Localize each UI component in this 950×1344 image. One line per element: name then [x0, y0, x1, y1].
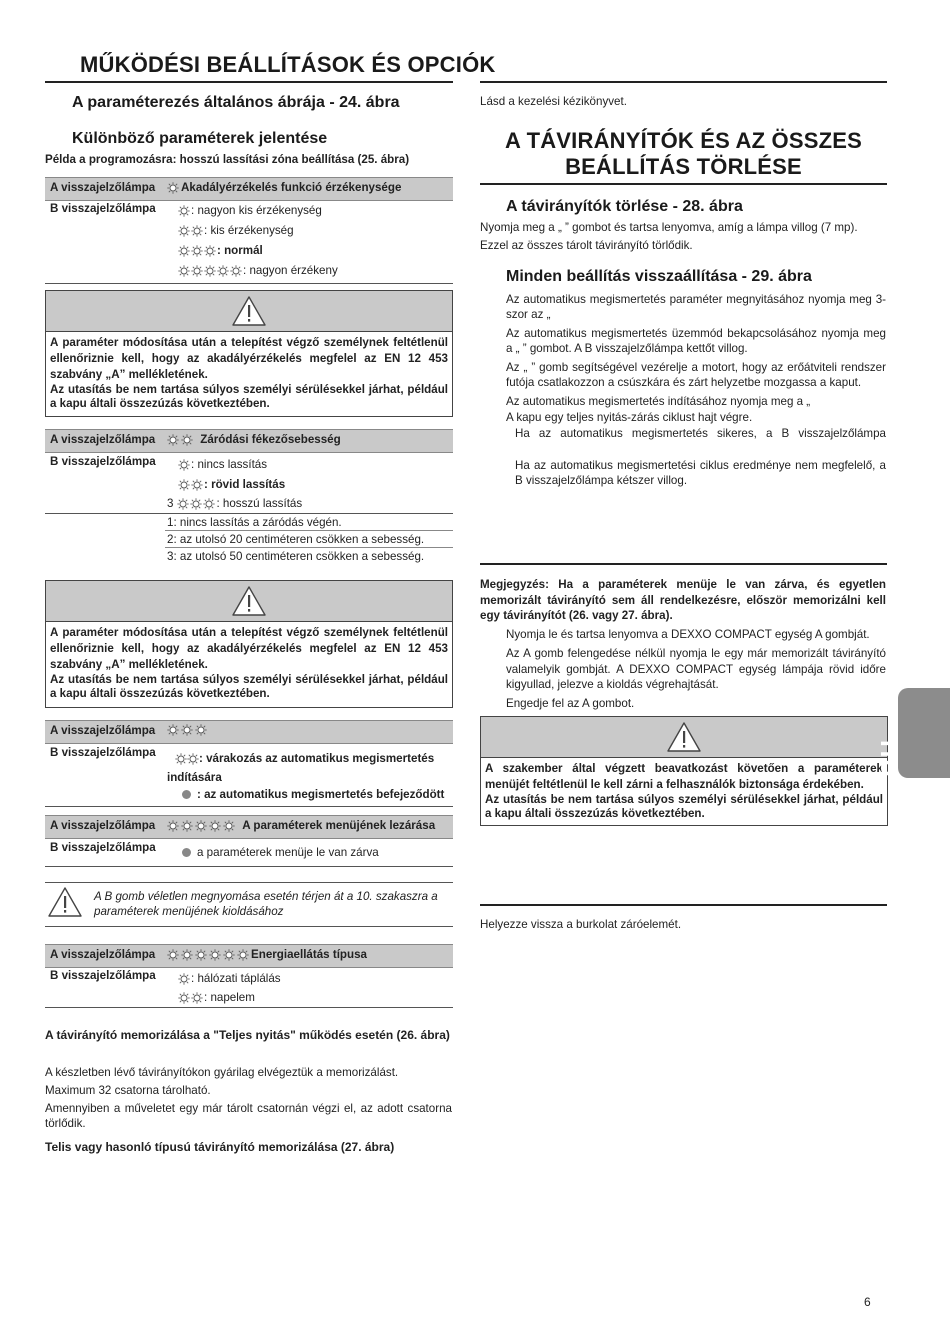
divider — [165, 547, 453, 548]
divider — [45, 926, 453, 927]
column-rule — [480, 81, 887, 83]
lamp-icon — [195, 724, 207, 736]
lamp-icon — [177, 498, 189, 510]
t1-row1-text: : nagyon kis érzékenység — [191, 204, 322, 217]
lamp-icon — [167, 434, 179, 446]
lamp-icon — [167, 949, 179, 961]
lamp-icon — [178, 205, 190, 217]
b-lamp-label: B visszajelzőlámpa — [50, 841, 156, 854]
page-number: 6 — [864, 1295, 871, 1309]
divider — [165, 530, 453, 531]
lamp-icon — [209, 820, 221, 832]
table2-param-title: Záródási fékezősebesség — [200, 433, 341, 446]
lamp-icon — [191, 992, 203, 1004]
t2-row1 — [178, 458, 267, 471]
replace-cover-text: Helyezze vissza a burkolat záróelemét. — [480, 918, 682, 931]
lamp-icon — [237, 949, 249, 961]
t2-note3: 3: az utolsó 50 centiméteren csökken a sebesség. — [167, 550, 425, 563]
t1-row2-text: : kis érzékenység — [204, 224, 294, 237]
lamp-icon — [178, 265, 190, 277]
lamp-icon — [178, 973, 190, 985]
lamp-icon — [195, 949, 207, 961]
t2-note1: 1: nincs lassítás a záródás végén. — [167, 516, 342, 529]
section-heading-24: A paraméterezés általános ábrája - 24. ábra — [72, 94, 400, 111]
lamp-icon — [230, 265, 242, 277]
warning-box-1 — [45, 290, 453, 417]
t1-row3-text: : normál — [217, 244, 263, 257]
lamp-icon — [178, 225, 190, 237]
memorize-p3: Amennyiben a műveletet egy már tárolt csatornán végzi el, az adott csatorna törlődik. — [45, 1102, 452, 1130]
lamp-icon — [181, 949, 193, 961]
a-lamp-label: A visszajelzőlámpa — [50, 819, 156, 832]
note-text: A B gomb véletlen megnyomása esetén térjen át a 10. szakaszra a paraméterek menüjének kioldásához — [94, 890, 438, 918]
b-lamp-label: B visszajelzőlámpa — [50, 969, 156, 982]
lamp-icon — [178, 459, 190, 471]
lamp-icon — [204, 265, 216, 277]
t2-row2-text: : rövid lassítás — [204, 478, 286, 491]
note-locked-menu: Megjegyzés: Ha a paraméterek menüje le van zárva, és egyetlen memorizált távirányító sem áll rendelkezésre, először memorizálni kell egy távirányítót (26. vagy 27. ábra). — [480, 578, 886, 622]
t3-row2-text: : az automatikus megismertetés befejeződött — [197, 788, 445, 801]
see-manual-text: Lásd a kezelési kézikönyvet. — [480, 95, 627, 108]
divider — [45, 866, 453, 867]
s2-p4: Az automatikus megismertetés indításához nyomja meg a „ — [506, 395, 811, 408]
table4-header — [45, 815, 453, 839]
t1-row1 — [178, 204, 322, 217]
warning-icon — [232, 585, 266, 617]
s2-p6: Ha az automatikus megismertetés sikeres, a B visszajelzőlámpa — [515, 427, 886, 440]
t4-row1 — [182, 845, 379, 860]
warning-box-2 — [45, 580, 453, 708]
warning2-text: A paraméter módosítása után a telepítést végző személynek feltétlenül ellenőriznie kell, hogy az akadályérzékelés megfelel az EN 12 453 szabvány „A” mellékletének. — [50, 626, 448, 671]
divider — [45, 1007, 453, 1008]
memorize-p1: A készletben lévő távirányítókon gyárilag elvégeztük a memorizálást. — [45, 1066, 399, 1079]
lamp-icon — [175, 753, 187, 765]
a-lamp-label: A visszajelzőlámpa — [50, 433, 156, 446]
page-title: MŰKÖDÉSI BEÁLLÍTÁSOK ÉS OPCIÓK — [80, 52, 496, 77]
table2-header — [45, 429, 453, 453]
lamp-icon — [204, 245, 216, 257]
language-tab-label: HU — [875, 740, 902, 779]
lamp-icon — [190, 498, 202, 510]
t2-note2: 2: az utolsó 20 centiméteren csökken a sebesség. — [167, 533, 425, 546]
t2-row3-text: : hosszú lassítás — [216, 497, 303, 510]
lamp-icon — [167, 182, 179, 194]
lamp-icon — [178, 992, 190, 1004]
unlock-step2: Az A gomb felengedése nélkül nyomja le egy már memorizált távirányító valamelyik gombját. A DEXXO COMPACT egység lámpája rövid időre kigyullad, jelezve a kioldás végrehajtását. — [506, 647, 886, 691]
warning-icon — [232, 295, 266, 327]
table3-header — [45, 720, 453, 744]
table5-param-title: Energiaellátás típusa — [251, 948, 367, 961]
b-lamp-label: B visszajelzőlámpa — [50, 455, 156, 468]
lamp-icon — [195, 820, 207, 832]
memorize-heading: A távirányító memorizálása a "Teljes nyitás" működés esetén (26. ábra) — [45, 1028, 450, 1042]
section-heading-29: Minden beállítás visszaállítása - 29. ábra — [506, 268, 812, 285]
reset-title-line2: BEÁLLÍTÁS TÖRLÉSE — [565, 154, 802, 179]
s1-p1: Nyomja meg a „ ” gombot és tartsa lenyomva, amíg a lámpa villog (7 mp). — [480, 221, 858, 234]
lamp-icon — [181, 434, 193, 446]
t2-row1-text: : nincs lassítás — [191, 458, 268, 471]
table5-header — [45, 944, 453, 968]
b-lamp-label: B visszajelzőlámpa — [50, 746, 156, 759]
section-heading-meanings: Különböző paraméterek jelentése — [72, 130, 328, 147]
reset-title — [480, 128, 887, 180]
t4-row1-text: a paraméterek menüje le van zárva — [197, 846, 379, 859]
language-tab — [875, 688, 950, 779]
s2-p3: Az „ ” gomb segítségével vezérelje a motort, hogy az erőátviteli rendszer futója csatlakozzon a csúszkára és zárt helyzetbe mozgassa a kaput. — [506, 361, 886, 389]
lamp-icon — [187, 753, 199, 765]
lamp-icon — [203, 498, 215, 510]
t2-row3 — [167, 497, 302, 510]
s2-p1: Az automatikus megismertetés paraméter megnyitásához nyomja meg 3-szor az „ — [506, 293, 886, 321]
table4-param-title: A paraméterek menüjének lezárása — [242, 819, 436, 832]
section-heading-28: A távirányítók törlése - 28. ábra — [506, 198, 743, 215]
t3-row1-text: : várakozás az automatikus megismertetés indítására — [167, 752, 435, 784]
t5-row1-text: : hálózati táplálás — [191, 972, 281, 985]
lamp-icon — [178, 245, 190, 257]
unlock-step1: Nyomja le és tartsa lenyomva a DEXXO COMPACT egység A gombját. — [506, 628, 870, 641]
t1-row4 — [178, 264, 338, 277]
lamp-icon — [217, 265, 229, 277]
divider — [45, 882, 453, 883]
lamp-icon — [191, 479, 203, 491]
s2-p7: Ha az automatikus megismertetési ciklus eredménye nem megfelelő, a B visszajelzőlámpa kétszer villog. — [515, 459, 886, 487]
warning3-consequence: Az utasítás be nem tartása súlyos személyi sérülésekkel járhat, például a kapu általi összezúzás következtében. — [485, 793, 883, 820]
s2-p2: Az automatikus megismertetés üzemmód bekapcsolásához nyomja meg a „ ” gombot. A B visszajelzőlámpa kettőt villog. — [506, 327, 886, 355]
warning1-consequence: Az utasítás be nem tartása súlyos személyi sérülésekkel járhat, például a kapu általi összezúzás következtében. — [50, 383, 448, 410]
lamp-icon — [223, 949, 235, 961]
warning-icon — [667, 721, 701, 753]
lamp-icon — [181, 724, 193, 736]
a-lamp-label: A visszajelzőlámpa — [50, 181, 156, 194]
t5-row2 — [178, 991, 255, 1004]
a-lamp-label: A visszajelzőlámpa — [50, 948, 156, 961]
warning-box-3 — [480, 716, 888, 826]
lamp-icon — [167, 820, 179, 832]
t3-row1 — [167, 749, 450, 787]
column-rule — [480, 904, 887, 906]
title-rule — [45, 81, 453, 83]
t1-row2 — [178, 224, 294, 237]
steady-lamp-icon — [182, 848, 191, 857]
lamp-icon — [209, 949, 221, 961]
divider — [45, 283, 453, 284]
divider — [45, 806, 453, 807]
reset-title-line1: A TÁVIRÁNYÍTÓK ÉS AZ ÖSSZES — [504, 128, 863, 153]
lamp-icon — [223, 820, 235, 832]
lamp-icon — [181, 820, 193, 832]
warning2-consequence: Az utasítás be nem tartása súlyos személyi sérülésekkel járhat, például a kapu általi összezúzás következtében. — [50, 673, 448, 700]
table1-header — [45, 177, 453, 201]
memorize-p2: Maximum 32 csatorna tárolható. — [45, 1084, 211, 1097]
t5-row2-text: : napelem — [204, 991, 255, 1004]
warning-icon — [48, 886, 82, 918]
lamp-icon — [178, 479, 190, 491]
warning3-text: A szakember által végzett beavatkozást követően a paraméterek menüjét feltétlenül le kell zárni a felhasználók biztonsága érdekében. — [485, 762, 883, 791]
column-rule — [480, 563, 887, 565]
unlock-step3: Engedje fel az A gombot. — [506, 697, 635, 710]
t1-row3 — [178, 244, 263, 257]
s2-p5: A kapu egy teljes nyitás-zárás ciklust hajt végre. — [506, 411, 753, 424]
warning1-text: A paraméter módosítása után a telepítést végző személynek feltétlenül ellenőriznie kell, hogy az akadályérzékelés megfelel az EN 12 453 szabvány „A” mellékletének. — [50, 336, 448, 381]
lamp-icon — [191, 225, 203, 237]
a-lamp-label: A visszajelzőlámpa — [50, 724, 156, 737]
divider — [45, 513, 453, 514]
t2-row2 — [178, 478, 285, 491]
steady-lamp-icon — [182, 790, 191, 799]
t2-row3-prefix: 3 — [167, 497, 174, 510]
lamp-icon — [167, 724, 179, 736]
s1-p2: Ezzel az összes tárolt távirányító törlődik. — [480, 239, 693, 252]
b-lamp-label: B visszajelzőlámpa — [50, 202, 156, 215]
t1-row4-text: : nagyon érzékeny — [243, 264, 338, 277]
table1-param-title: Akadályérzékelés funkció érzékenysége — [181, 181, 402, 194]
telis-heading: Telis vagy hasonló típusú távirányító memorizálása (27. ábra) — [45, 1140, 395, 1154]
t5-row1 — [178, 972, 281, 985]
example-text: Példa a programozásra: hosszú lassítási zóna beállítása (25. ábra) — [45, 153, 410, 166]
lamp-icon — [191, 245, 203, 257]
title-rule — [480, 183, 887, 185]
lamp-icon — [191, 265, 203, 277]
t3-row2 — [182, 787, 444, 802]
